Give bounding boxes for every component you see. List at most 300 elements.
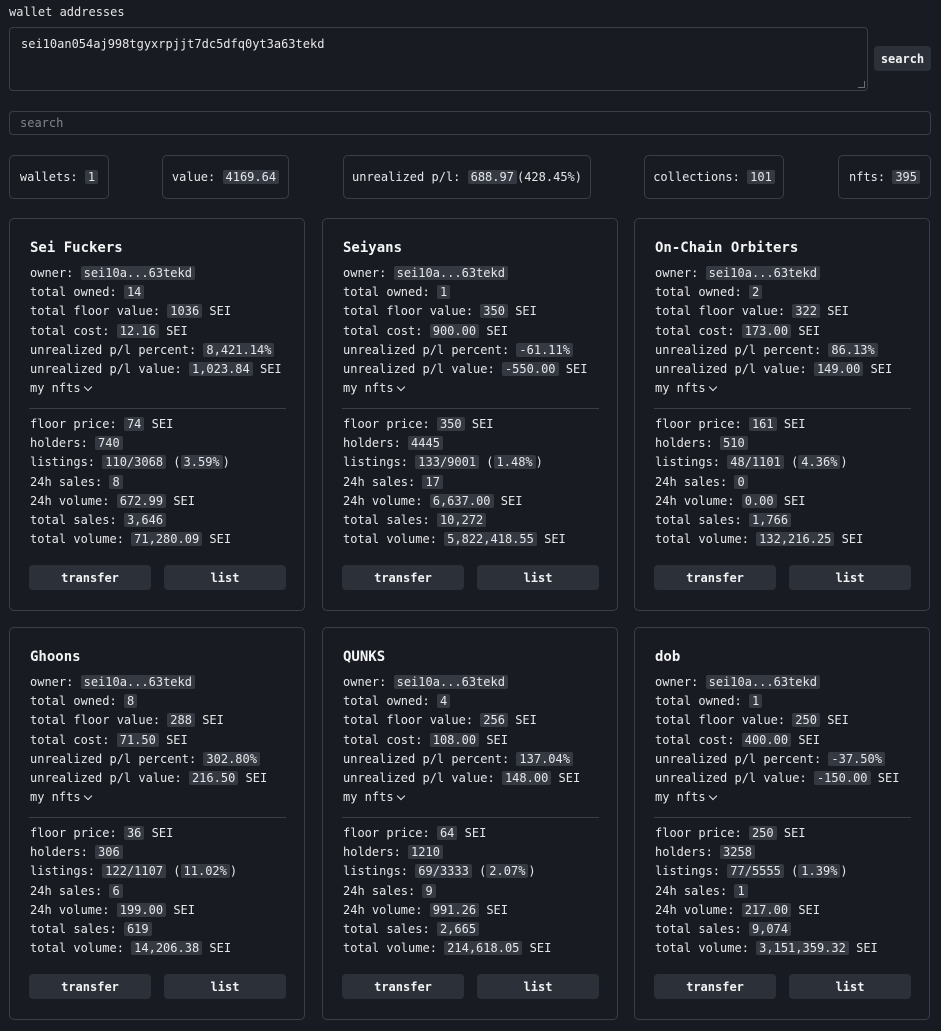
total-cost-row [655,322,919,341]
resize-handle-icon[interactable] [858,81,865,88]
pl-percent-label: unrealized p/l percent: [655,342,822,357]
volume-24h-row [655,492,919,511]
stat-extra: (428.45%) [516,170,582,184]
total-volume-label: total volume: [655,532,749,547]
total-sales-label: total sales: [343,512,430,527]
collection-title: On-Chain Orbiters [655,240,799,256]
pl-percent-row [343,341,607,360]
total-floor-value-row [343,302,607,321]
unit-label: SEI [783,417,806,431]
total-sales-row [343,920,607,939]
unit-label: SEI [798,732,820,747]
listings-value: 48/1101 [727,455,784,469]
total-cost-label: total cost: [343,323,423,338]
total-cost-value: 108.00 [430,733,479,747]
total-owned-value: 1 [437,285,450,299]
total-floor-value-value: 250 [792,713,820,727]
listings-percent: 11.02% [181,864,230,878]
stat-value: 4169.64 [223,170,280,184]
total-volume-value: 132,216.25 [756,532,834,546]
holders-label: holders: [655,436,713,451]
total-cost-row [30,322,294,341]
total-cost-row [30,731,294,750]
collection-card [322,627,618,1020]
total-volume-value: 5,822,418.55 [444,532,537,546]
sales-24h-row [343,882,607,901]
floor-price-value: 64 [437,826,457,840]
total-sales-row [343,511,607,530]
unit-label: SEI [877,770,900,785]
wallet-address-value: sei10an054aj998tgyxrpjjt7dc5dfq0yt3a63tekd [21,37,325,51]
search-button[interactable]: search [874,46,931,71]
total-owned-row [655,283,919,302]
my-nfts-label: my nfts [30,381,81,396]
listings-row: listings: 48/1101 ( 4.36% ) [655,455,848,470]
total-cost-row [343,731,607,750]
volume-24h-row [343,492,607,511]
total-floor-value-label: total floor value: [30,304,161,319]
unit-label: SEI [209,941,232,956]
pl-percent-row [30,341,294,360]
total-floor-value-row [655,302,919,321]
pl-value-label: unrealized p/l value: [655,361,807,376]
list-button[interactable]: list [477,974,599,999]
volume-24h-row [343,901,607,920]
holders-row [343,434,607,453]
stat-label: unrealized p/l: [352,170,461,184]
listings-row: listings: 122/1107 ( 11.02% ) [30,864,238,879]
sales-24h-label: 24h sales: [655,474,728,489]
list-button[interactable]: list [789,565,911,590]
total-volume-row [655,939,919,958]
total-floor-value-label: total floor value: [30,713,161,728]
volume-24h-value: 672.99 [117,494,166,508]
transfer-button[interactable]: transfer [342,565,464,590]
pl-value-row [30,769,294,788]
unit-label: SEI [486,902,508,917]
unit-label: SEI [798,323,820,338]
holders-label: holders: [30,845,88,860]
divider [654,408,911,409]
total-sales-label: total sales: [655,512,742,527]
listings-percent: 3.59% [181,455,223,469]
listings-value: 77/5555 [727,864,784,878]
pl-value-label: unrealized p/l value: [343,770,495,785]
my-nfts-label: my nfts [655,381,706,396]
holders-row [343,843,607,862]
volume-24h-value: 217.00 [742,903,791,917]
holders-label: holders: [343,845,401,860]
total-floor-value-value: 322 [792,304,820,318]
total-cost-value: 900.00 [430,324,479,338]
total-volume-row [343,939,607,958]
unit-label: SEI [259,361,282,376]
list-button[interactable]: list [164,974,286,999]
total-owned-row [30,283,294,302]
holders-label: holders: [655,845,713,860]
unit-label: SEI [486,323,508,338]
unit-label: SEI [798,902,820,917]
total-floor-value-row [30,302,294,321]
total-cost-label: total cost: [30,732,110,747]
listings-value: 133/9001 [415,455,479,469]
stat-value: 395 [892,170,920,184]
total-sales-value: 2,665 [437,922,479,936]
owner-label: owner: [343,675,387,689]
total-sales-label: total sales: [343,921,430,936]
owner-row [655,673,919,692]
stat-nfts [838,155,931,199]
pl-value-value: -550.00 [502,362,559,376]
total-sales-label: total sales: [30,512,117,527]
sales-24h-value: 17 [422,475,442,489]
unit-label: SEI [173,902,195,917]
volume-24h-label: 24h volume: [30,493,110,508]
total-owned-row [343,692,607,711]
collection-card [634,627,930,1020]
total-floor-value-label: total floor value: [343,713,474,728]
total-owned-label: total owned: [343,285,430,300]
unit-label: SEI [173,493,195,508]
total-cost-label: total cost: [343,732,423,747]
unit-label: SEI [515,713,537,728]
my-nfts-toggle[interactable] [343,379,607,398]
stat-label: collections: [653,170,740,184]
owner-value: sei10a...63tekd [81,675,195,689]
stat-label: wallets: [19,170,78,184]
my-nfts-toggle[interactable] [343,788,607,807]
owner-label: owner: [343,266,387,280]
holders-value: 510 [720,436,748,450]
sales-24h-label: 24h sales: [30,883,103,898]
pl-value-value: 149.00 [814,362,863,376]
total-volume-row [655,530,919,549]
unit-label: SEI [827,713,849,728]
stat-wallets [9,155,109,199]
pl-value-label: unrealized p/l value: [343,361,495,376]
holders-value: 740 [95,436,123,450]
wallet-addresses-label: wallet addresses [9,5,125,19]
total-owned-label: total owned: [655,285,742,300]
sales-24h-value: 1 [734,884,747,898]
unit-label: SEI [166,323,188,338]
total-volume-row [343,530,607,549]
unit-label: SEI [856,941,878,956]
total-floor-value-row [343,711,607,730]
divider [654,817,911,818]
floor-price-row [655,824,919,843]
floor-price-label: floor price: [30,417,117,431]
total-cost-value: 71.50 [117,733,159,747]
floor-price-value: 36 [124,826,144,840]
total-floor-value-label: total floor value: [655,304,786,319]
pl-percent-label: unrealized p/l percent: [343,751,510,766]
floor-price-row [655,415,919,434]
total-owned-row [343,283,607,302]
listings-label: listings: [30,864,96,879]
stat-value-total [162,155,289,199]
total-sales-value: 10,272 [437,513,486,527]
sales-24h-row [343,473,607,492]
transfer-button[interactable]: transfer [29,565,151,590]
pl-percent-row [655,750,919,769]
total-volume-label: total volume: [655,941,749,956]
unit-label: SEI [209,304,232,319]
total-volume-label: total volume: [343,532,437,547]
owner-value: sei10a...63tekd [81,266,195,280]
stat-collections [644,155,784,199]
listings-value: 69/3333 [415,864,472,878]
collection-title: dob [655,649,681,665]
total-volume-row [30,939,294,958]
unit-label: SEI [209,532,232,547]
pl-percent-row [655,341,919,360]
total-cost-label: total cost: [655,732,735,747]
my-nfts-label: my nfts [30,790,81,805]
floor-price-value: 250 [749,826,777,840]
total-cost-row [655,731,919,750]
listings-percent: 4.36% [798,455,840,469]
collection-title: Seiyans [343,240,403,256]
owner-row [343,673,607,692]
pl-value-label: unrealized p/l value: [30,361,182,376]
sales-24h-value: 6 [109,884,122,898]
total-sales-row [30,920,294,939]
total-floor-value-label: total floor value: [343,304,474,319]
owner-row [30,264,294,283]
pl-percent-value: -61.11% [516,343,573,357]
pl-value-value: 1,023.84 [189,362,253,376]
collection-card [322,218,618,611]
floor-price-label: floor price: [655,826,742,840]
volume-24h-label: 24h volume: [343,493,423,508]
unit-label: SEI [827,304,849,319]
my-nfts-toggle[interactable] [30,379,294,398]
total-floor-value-value: 1036 [167,304,202,318]
total-owned-value: 1 [749,694,762,708]
total-volume-value: 214,618.05 [444,941,522,955]
sales-24h-label: 24h sales: [343,474,416,489]
total-floor-value-row [30,711,294,730]
owner-label: owner: [655,675,699,689]
pl-percent-row [343,750,607,769]
owner-value: sei10a...63tekd [706,266,820,280]
transfer-button[interactable]: transfer [342,974,464,999]
listings-percent: 1.39% [798,864,840,878]
pl-percent-value: 302.80% [203,752,260,766]
listings-row: listings: 77/5555 ( 1.39% ) [655,864,848,879]
owner-row [30,673,294,692]
divider [342,408,599,409]
collection-title: QUNKS [343,649,386,665]
owner-label: owner: [655,266,699,280]
floor-price-label: floor price: [30,826,117,840]
holders-row [30,434,294,453]
sales-24h-value: 8 [109,475,122,489]
pl-value-row [655,360,919,379]
collection-card [9,218,305,611]
collection-card [634,218,930,611]
wallet-address-input[interactable] [9,27,868,91]
floor-price-label: floor price: [655,417,742,431]
pl-value-value: 216.50 [189,771,238,785]
floor-price-value: 350 [437,417,465,431]
total-owned-row [30,692,294,711]
stat-unrealized-pl [343,155,591,199]
pl-value-label: unrealized p/l value: [655,770,807,785]
total-cost-row [343,322,607,341]
unit-label: SEI [471,417,494,431]
unit-label: SEI [151,417,174,431]
stat-value: 688.97 [468,170,517,184]
pl-percent-label: unrealized p/l percent: [30,342,197,357]
pl-percent-label: unrealized p/l percent: [655,751,822,766]
total-sales-label: total sales: [655,921,742,936]
owner-value: sei10a...63tekd [706,675,820,689]
unit-label: SEI [544,532,566,547]
my-nfts-toggle[interactable] [655,379,919,398]
holders-value: 1210 [408,845,443,859]
stat-label: nfts: [848,170,886,184]
total-owned-value: 8 [124,694,137,708]
transfer-button[interactable]: transfer [654,565,776,590]
stat-value: 1 [85,170,98,184]
listings-label: listings: [655,864,721,879]
volume-24h-value: 6,637.00 [430,494,494,508]
stat-value: 101 [747,170,775,184]
listings-percent: 2.07% [486,864,528,878]
total-sales-row [655,920,919,939]
holders-value: 3258 [720,845,755,859]
sales-24h-row [655,882,919,901]
total-cost-value: 173.00 [742,324,791,338]
holders-label: holders: [343,436,401,451]
sales-24h-row [655,473,919,492]
floor-price-row [30,824,294,843]
total-owned-label: total owned: [655,694,742,709]
total-volume-row [30,530,294,549]
unit-label: SEI [151,826,174,840]
sales-24h-row [30,473,294,492]
listings-value: 122/1107 [102,864,166,878]
pl-value-row [30,360,294,379]
my-nfts-label: my nfts [655,790,706,805]
total-volume-label: total volume: [343,941,437,956]
volume-24h-row [30,492,294,511]
my-nfts-toggle[interactable] [30,788,294,807]
floor-price-label: floor price: [343,417,430,431]
chevron-down-icon [396,383,404,391]
pl-percent-value: 8,421.14% [203,343,274,357]
list-button[interactable]: list [164,565,286,590]
owner-label: owner: [30,675,74,689]
holders-label: holders: [30,436,88,451]
total-owned-label: total owned: [30,694,117,709]
unit-label: SEI [500,493,523,508]
total-volume-value: 3,151,359.32 [756,941,849,955]
total-cost-label: total cost: [30,323,110,338]
filter-search-input[interactable] [9,111,931,135]
volume-24h-label: 24h volume: [343,902,423,917]
unit-label: SEI [558,770,581,785]
sales-24h-label: 24h sales: [343,883,416,898]
listings-row: listings: 133/9001 ( 1.48% ) [343,455,543,470]
collection-title: Sei Fuckers [30,240,123,256]
total-owned-label: total owned: [30,285,117,300]
pl-percent-label: unrealized p/l percent: [30,751,197,766]
list-button[interactable]: list [477,565,599,590]
total-volume-value: 14,206.38 [131,941,202,955]
listings-label: listings: [343,455,409,470]
listings-label: listings: [655,455,721,470]
transfer-button[interactable]: transfer [29,974,151,999]
total-owned-label: total owned: [343,694,430,709]
collection-title: Ghoons [30,649,81,665]
total-volume-value: 71,280.09 [131,532,202,546]
chevron-down-icon [708,383,716,391]
pl-value-row [655,769,919,788]
unit-label: SEI [515,304,537,319]
pl-percent-row [30,750,294,769]
sales-24h-value: 9 [422,884,435,898]
unit-label: SEI [565,361,588,376]
chevron-down-icon [396,792,404,800]
floor-price-label: floor price: [343,826,430,840]
unit-label: SEI [783,493,806,508]
unit-label: SEI [783,826,806,840]
listings-value: 110/3068 [102,455,166,469]
owner-value: sei10a...63tekd [394,266,508,280]
total-floor-value-label: total floor value: [655,713,786,728]
floor-price-value: 74 [124,417,144,431]
total-floor-value-value: 256 [480,713,508,727]
divider [342,817,599,818]
unit-label: SEI [166,732,188,747]
pl-value-row [343,769,607,788]
transfer-button[interactable]: transfer [654,974,776,999]
owner-label: owner: [30,266,74,280]
unit-label: SEI [202,713,224,728]
volume-24h-row [655,901,919,920]
holders-row [30,843,294,862]
chevron-down-icon [708,792,716,800]
sales-24h-label: 24h sales: [30,474,103,489]
pl-percent-label: unrealized p/l percent: [343,342,510,357]
total-owned-value: 4 [437,694,450,708]
my-nfts-toggle[interactable] [655,788,919,807]
owner-value: sei10a...63tekd [394,675,508,689]
total-sales-value: 9,074 [749,922,791,936]
total-sales-value: 3,646 [124,513,166,527]
unit-label: SEI [245,770,268,785]
listings-row: listings: 69/3333 ( 2.07% ) [343,864,536,879]
total-owned-value: 2 [749,285,762,299]
my-nfts-label: my nfts [343,381,394,396]
holders-value: 306 [95,845,123,859]
list-button[interactable]: list [789,974,911,999]
total-owned-row [655,692,919,711]
volume-24h-label: 24h volume: [655,902,735,917]
unit-label: SEI [529,941,552,956]
sales-24h-row [30,882,294,901]
sales-24h-label: 24h sales: [655,883,728,898]
total-cost-value: 400.00 [742,733,791,747]
volume-24h-value: 0.00 [742,494,777,508]
total-sales-row [655,511,919,530]
stat-label: value: [171,170,216,184]
total-volume-label: total volume: [30,941,124,956]
pl-percent-value: 137.04% [516,752,573,766]
